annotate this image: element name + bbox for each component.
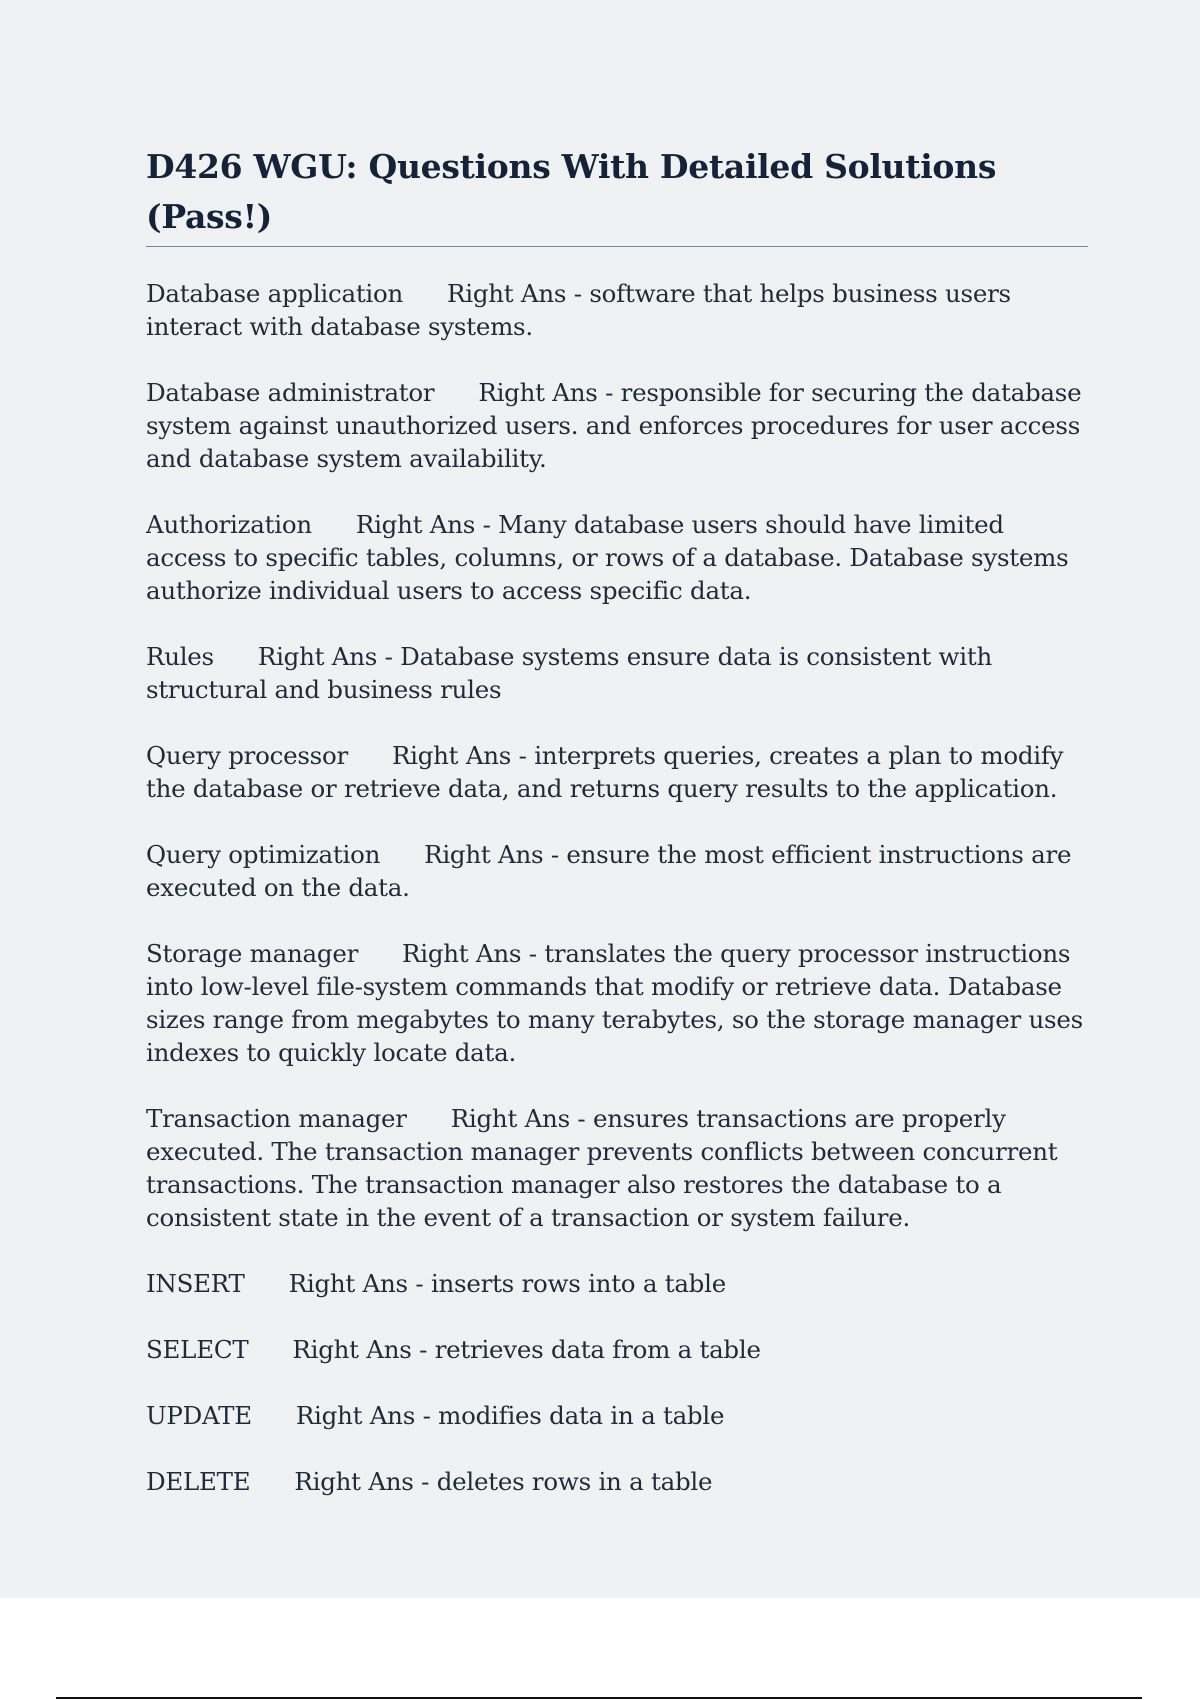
page-bottom-rule [56,1697,1142,1699]
qa-term: SELECT [146,1335,249,1364]
qa-answer-text: inserts rows into a table [430,1269,726,1298]
qa-term: Storage manager [146,939,359,968]
qa-term: Authorization [146,510,312,539]
qa-item [146,277,1088,343]
qa-item [146,1267,1088,1300]
qa-list [146,277,1088,1498]
qa-answer-text: interprets queries, creates a plan to modify the database or retrieve data, and returns query results to the application. [146,741,1064,803]
qa-item [146,1333,1088,1366]
qa-item [146,1465,1088,1498]
qa-answer-label: Right Ans - [294,1467,437,1496]
qa-answer-text: Many database users should have limited access to specific tables, columns, or rows of a database. Database systems authorize individual users to access specific data. [146,510,1069,605]
qa-item [146,838,1088,904]
qa-answer-text: software that helps business users interact with database systems. [146,279,1011,341]
qa-answer-text: responsible for securing the database system against unauthorized users. and enforces procedures for user access and database system availability. [146,378,1082,473]
document-content [146,142,1088,1531]
qa-answer-text: retrieves data from a table [434,1335,761,1364]
qa-item [146,376,1088,475]
qa-answer-label: Right Ans - [295,1401,439,1430]
qa-term: Database application [146,279,404,308]
qa-term: Transaction manager [146,1104,407,1133]
qa-item [146,1102,1088,1234]
qa-term: INSERT [146,1269,245,1298]
qa-term: DELETE [146,1467,251,1496]
qa-answer-label: Right Ans - [424,840,567,869]
qa-term: Query optimization [146,840,381,869]
document-title: D426 WGU: Questions With Detailed Solutions (Pass!) [146,142,1088,247]
qa-answer-label: Right Ans - [391,741,535,770]
qa-item [146,937,1088,1069]
qa-term: Query processor [146,741,348,770]
qa-answer-text: modifies data in a table [438,1401,725,1430]
qa-answer-text: deletes rows in a table [436,1467,713,1496]
qa-term: Rules [146,642,214,671]
qa-answer-text: translates the query processor instructions into low-level file-system commands that modify or retrieve data. Database sizes range from megabytes to many terabytes, so the storage manager uses indexes to quickly locate data. [146,939,1083,1067]
qa-answer-text: ensure the most efficient instructions are executed on the data. [146,840,1072,902]
qa-item [146,739,1088,805]
qa-answer-label: Right Ans - [355,510,499,539]
qa-answer-label: Right Ans - [450,1104,593,1133]
qa-item [146,640,1088,706]
qa-answer-text: Database systems ensure data is consistent with structural and business rules [146,642,992,704]
qa-answer-label: Right Ans - [447,279,590,308]
qa-item [146,508,1088,607]
qa-term: UPDATE [146,1401,252,1430]
qa-term: Database administrator [146,378,435,407]
qa-answer-text: ensures transactions are properly executed. The transaction manager prevents conflicts between concurrent transactions. The transaction manager also restores the database to a consistent state in the event of a transaction or system failure. [146,1104,1058,1232]
qa-answer-label: Right Ans - [257,642,401,671]
qa-answer-label: Right Ans - [288,1269,431,1298]
qa-answer-label: Right Ans - [402,939,545,968]
qa-answer-label: Right Ans - [478,378,621,407]
qa-item [146,1399,1088,1432]
qa-answer-label: Right Ans - [292,1335,435,1364]
